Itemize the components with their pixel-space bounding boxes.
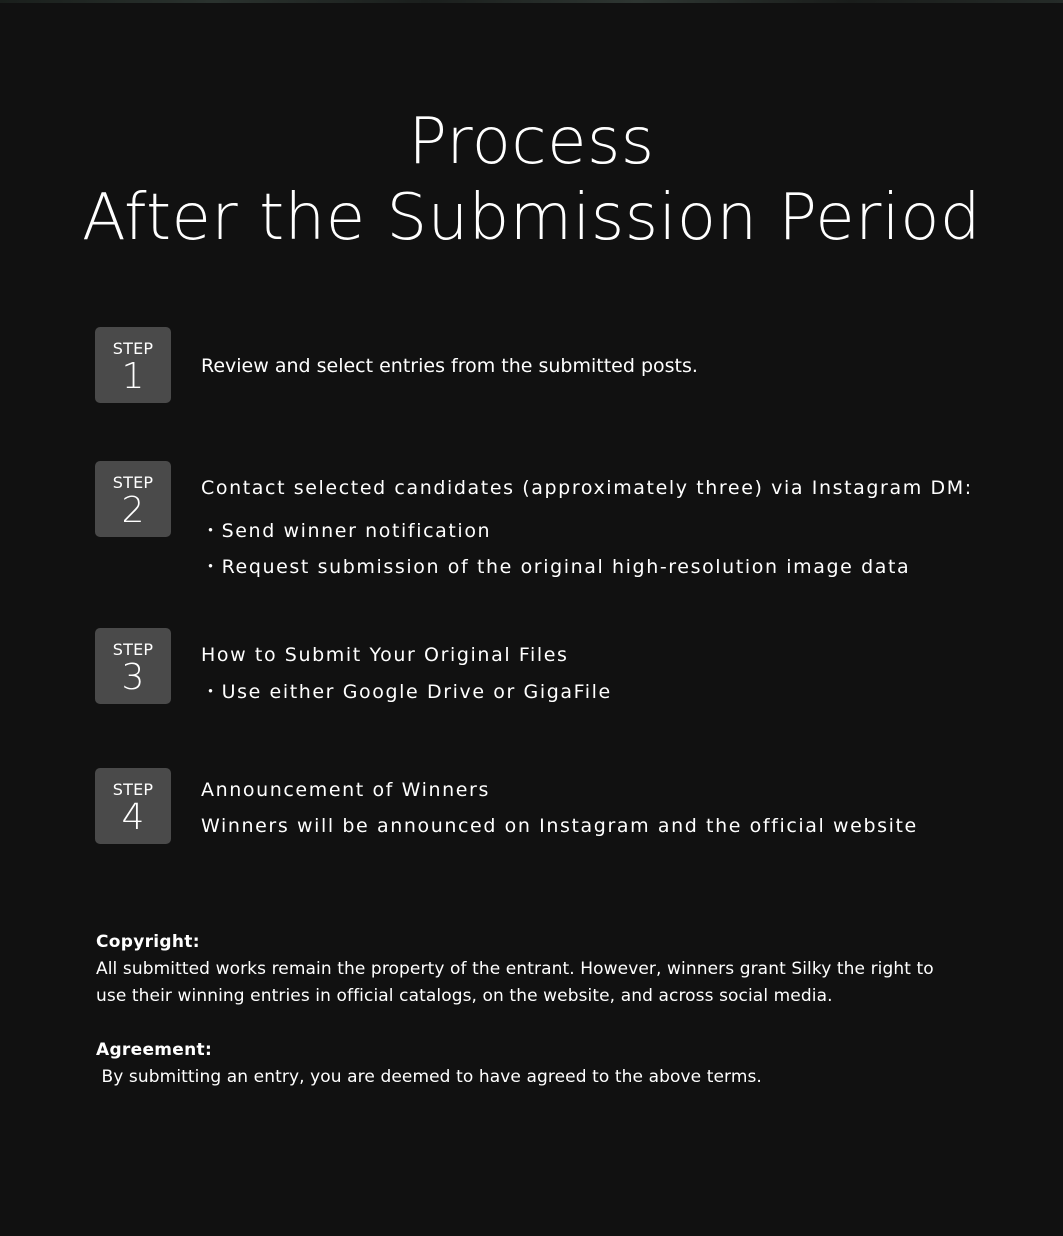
step-3-badge xyxy=(95,628,171,704)
copyright-heading: Copyright: xyxy=(96,932,200,952)
title-line-2: After the Submission Period xyxy=(82,181,981,255)
page-title xyxy=(0,104,1063,256)
step-4-heading: Announcement of Winners xyxy=(201,779,490,801)
step-2-label: STEP xyxy=(112,473,154,492)
step-4-label: STEP xyxy=(112,780,154,799)
step-3-heading: How to Submit Your Original Files xyxy=(201,644,569,666)
step-3-bullet-1: ・Use either Google Drive or GigaFile xyxy=(201,681,612,703)
step-1-badge xyxy=(95,327,171,403)
step-4-number: 4 xyxy=(121,797,145,838)
step-2-bullet-2: ・Request submission of the original high-resolution image data xyxy=(201,556,911,578)
step-2-heading: Contact selected candidates (approximately three) via Instagram DM: xyxy=(201,477,973,499)
step-1-heading: Review and select entries from the submitted posts. xyxy=(201,355,698,377)
agreement-heading: Agreement: xyxy=(96,1040,213,1060)
step-4-badge xyxy=(95,768,171,844)
top-decorative-strip xyxy=(0,0,1063,3)
title-line-1: Process xyxy=(408,105,655,179)
step-4-detail: Winners will be announced on Instagram and the official website xyxy=(201,815,918,837)
step-3-label: STEP xyxy=(112,640,154,659)
agreement-body: By submitting an entry, you are deemed to have agreed to the above terms. xyxy=(96,1067,762,1087)
step-3-number: 3 xyxy=(121,657,145,698)
step-1-label: STEP xyxy=(112,339,154,358)
step-2-number: 2 xyxy=(121,490,145,531)
copyright-body: All submitted works remain the property of the entrant. However, winners grant Silky the right to use their winning entries in official catalogs, on the website, and across social media. xyxy=(96,959,934,1006)
step-2-bullet-1: ・Send winner notification xyxy=(201,520,492,542)
step-2-badge xyxy=(95,461,171,537)
step-1-number: 1 xyxy=(121,356,145,397)
